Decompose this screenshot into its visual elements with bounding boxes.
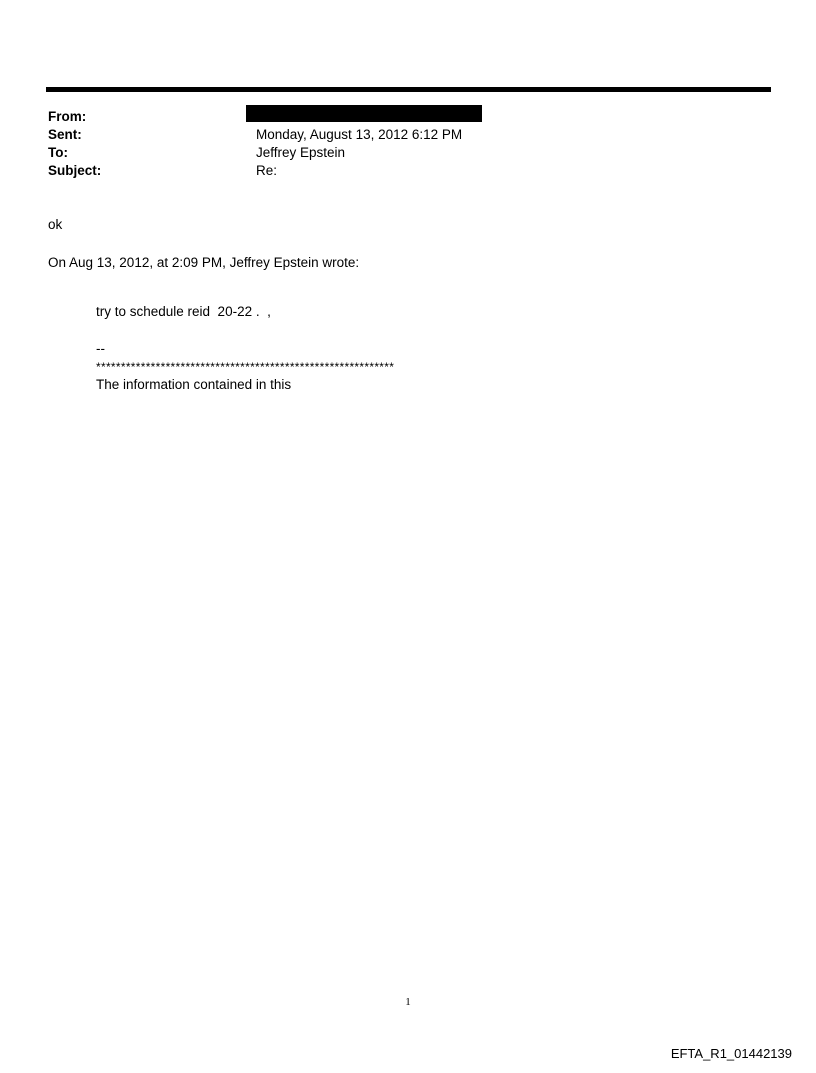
- header-row-subject: [48, 162, 748, 180]
- header-row-from: [48, 108, 748, 126]
- sent-label: Sent:: [48, 127, 82, 142]
- signature-separator: --: [96, 341, 105, 356]
- reply-text: ok: [48, 217, 63, 232]
- quoted-message: try to schedule reid 20-22 . ,: [96, 304, 271, 319]
- header-divider: [46, 87, 771, 92]
- to-label: To:: [48, 145, 68, 160]
- subject-value: Re:: [256, 163, 278, 178]
- subject-label: Subject:: [48, 163, 102, 178]
- header-row-to: [48, 144, 748, 162]
- redaction-bar: [246, 105, 482, 122]
- header-row-sent: [48, 126, 748, 144]
- page-number: 1: [405, 996, 411, 1008]
- document-id: EFTA_R1_01442139: [670, 1046, 792, 1061]
- from-label: From:: [48, 109, 87, 124]
- disclaimer-fragment: The information contained in this: [96, 377, 292, 392]
- quote-intro: On Aug 13, 2012, at 2:09 PM, Jeffrey Epstein wrote:: [48, 255, 360, 270]
- email-header: [48, 108, 748, 180]
- asterisk-divider: ************************************************************: [96, 360, 395, 374]
- sent-value: Monday, August 13, 2012 6:12 PM: [256, 127, 463, 142]
- to-value: Jeffrey Epstein: [256, 145, 346, 160]
